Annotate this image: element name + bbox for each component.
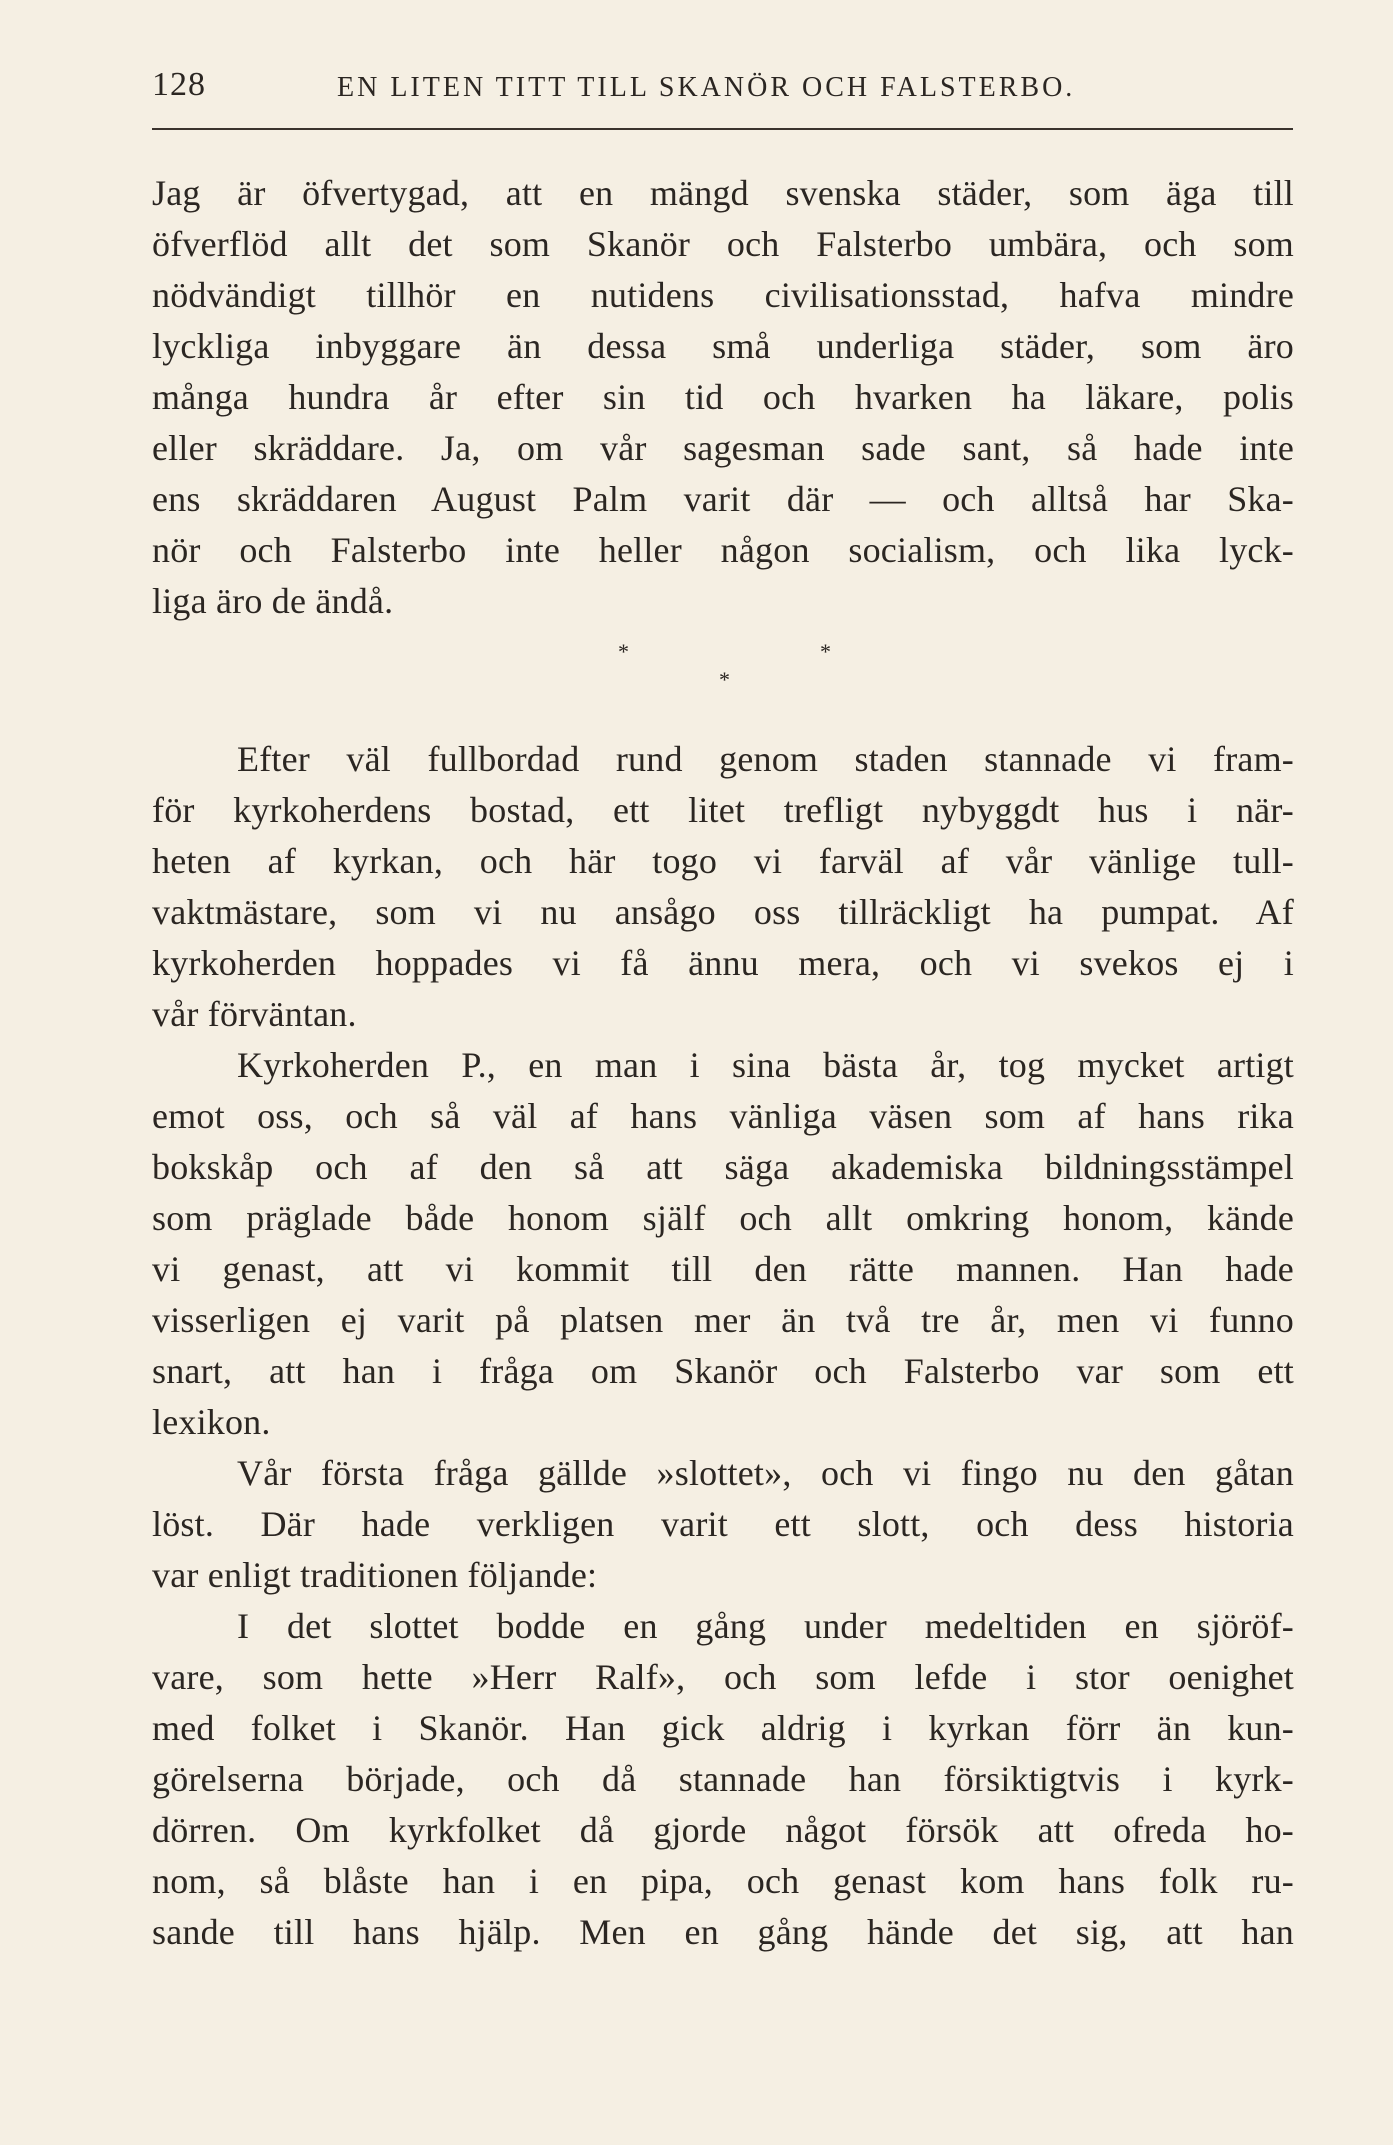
- section-divider: [152, 627, 1294, 734]
- page-number: 128: [152, 66, 206, 103]
- text-line: liga äro de ändå.: [152, 581, 394, 621]
- text-line: vi genast, att vi kommit till den rätte mannen. Han hade: [152, 1249, 1294, 1289]
- text-line: nom, så blåste han i en pipa, och genast kom hans folk ru-: [152, 1861, 1294, 1901]
- text-line: visserligen ej varit på platsen mer än två tre år, men vi funno: [152, 1300, 1294, 1340]
- text-line: emot oss, och så väl af hans vänliga väsen som af hans rika: [152, 1096, 1294, 1136]
- text-line: många hundra år efter sin tid och hvarken ha läkare, polis: [152, 377, 1294, 417]
- divider-star: *: [618, 639, 629, 664]
- text-line: nör och Falsterbo inte heller någon socialism, och lika lyck-: [152, 530, 1294, 570]
- header-rule: [152, 128, 1293, 130]
- body-text: [152, 168, 1294, 1958]
- paragraph: [152, 1448, 1294, 1601]
- text-line: Jag är öfvertygad, att en mängd svenska städer, som äga till: [152, 173, 1294, 213]
- text-line: I det slottet bodde en gång under medeltiden en sjöröf-: [237, 1606, 1294, 1646]
- text-line: vaktmästare, som vi nu ansågo oss tillräckligt ha pumpat. Af: [152, 892, 1294, 932]
- paragraph: [152, 1040, 1294, 1448]
- text-line: lexikon.: [152, 1402, 271, 1442]
- text-line: dörren. Om kyrkfolket då gjorde något försök att ofreda ho-: [152, 1810, 1294, 1850]
- text-line: öfverflöd allt det som Skanör och Falsterbo umbära, och som: [152, 224, 1294, 264]
- text-line: vare, som hette »Herr Ralf», och som lefde i stor oenighet: [152, 1657, 1294, 1697]
- running-header: [152, 66, 1292, 116]
- text-line: Vår första fråga gällde »slottet», och vi fingo nu den gåtan: [237, 1453, 1294, 1493]
- text-line: sande till hans hjälp. Men en gång hände det sig, att han: [152, 1912, 1294, 1952]
- text-line: eller skräddare. Ja, om vår sagesman sade sant, så hade inte: [152, 428, 1294, 468]
- text-line: nödvändigt tillhör en nutidens civilisationsstad, hafva mindre: [152, 275, 1294, 315]
- text-line: löst. Där hade verkligen varit ett slott, och dess historia: [152, 1504, 1294, 1544]
- text-line: snart, att han i fråga om Skanör och Falsterbo var som ett: [152, 1351, 1294, 1391]
- running-title: EN LITEN TITT TILL SKANÖR OCH FALSTERBO.: [337, 72, 1076, 103]
- paragraph: [152, 1601, 1294, 1958]
- text-line: heten af kyrkan, och här togo vi farväl af vår vänlige tull-: [152, 841, 1294, 881]
- text-line: Efter väl fullbordad rund genom staden stannade vi fram-: [237, 739, 1294, 779]
- paragraph: [152, 168, 1294, 627]
- text-line: med folket i Skanör. Han gick aldrig i kyrkan förr än kun-: [152, 1708, 1294, 1748]
- paragraph: [152, 734, 1294, 1040]
- text-line: kyrkoherden hoppades vi få ännu mera, och vi svekos ej i: [152, 943, 1294, 983]
- divider-star: *: [820, 639, 831, 664]
- text-line: lyckliga inbyggare än dessa små underliga städer, som äro: [152, 326, 1294, 366]
- text-line: vår förväntan.: [152, 994, 357, 1034]
- text-line: för kyrkoherdens bostad, ett litet trefligt nybyggdt hus i när-: [152, 790, 1294, 830]
- text-line: ens skräddaren August Palm varit där — och alltså har Ska-: [152, 479, 1294, 519]
- text-line: görelserna började, och då stannade han försiktigtvis i kyrk-: [152, 1759, 1294, 1799]
- text-line: bokskåp och af den så att säga akademiska bildningsstämpel: [152, 1147, 1294, 1187]
- text-line: var enligt traditionen följande:: [152, 1555, 598, 1595]
- text-line: som präglade både honom själf och allt omkring honom, kände: [152, 1198, 1294, 1238]
- text-line: Kyrkoherden P., en man i sina bästa år, tog mycket artigt: [237, 1045, 1294, 1085]
- divider-star: *: [719, 667, 730, 692]
